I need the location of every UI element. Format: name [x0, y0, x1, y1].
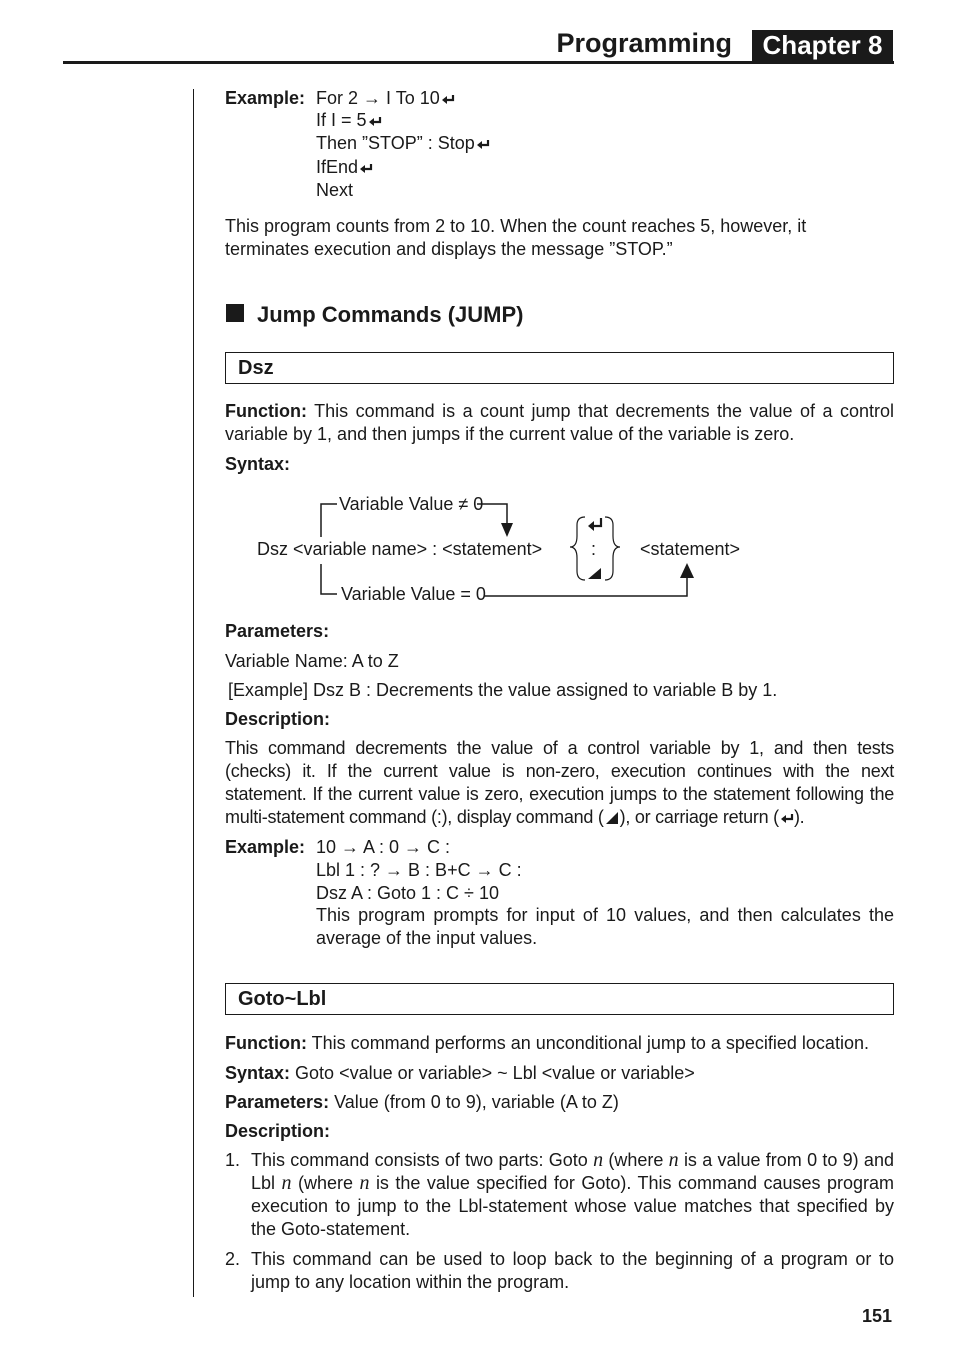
enter-icon: [360, 163, 373, 174]
example-label: Example:: [225, 88, 306, 108]
command-title-box: [225, 352, 894, 384]
command-title: Dsz: [238, 357, 274, 379]
function-paragraph: Function: This command is a count jump that decrements the value of a control variable by 1, and then jumps if the current value of the variable is zero.: [225, 401, 894, 444]
parameters-label: Parameters:: [225, 621, 330, 641]
enter-icon: [442, 94, 455, 105]
header-title: Programming: [556, 28, 732, 58]
section-heading: Jump Commands (JUMP): [257, 302, 524, 327]
page-number: 151: [861, 1306, 892, 1326]
diagram-label-top: Variable Value ≠ 0: [339, 494, 484, 514]
code-line: For 2 → I To 10: [316, 87, 455, 110]
command-title-box: [225, 983, 894, 1015]
parameter-example: [Example] Dsz B : Decrements the value assigned to variable B by 1.: [228, 680, 778, 700]
code-line: Dsz A : Goto 1 : C ÷ 10: [316, 883, 499, 903]
diagram-label-bottom: Variable Value = 0: [341, 584, 486, 604]
list-number: 2.: [225, 1249, 241, 1269]
list-item: This command consists of two parts: Goto n (where n is a value from 0 to 9) and Lbl n (where n is the value specified for Goto). This command causes program execution to jump to the Lbl-statement whose value matches that specified by the Goto-statement.: [251, 1149, 894, 1239]
diagram-statement: <statement>: [640, 539, 741, 559]
code-line: Lbl 1 : ? → B : B+C → C :: [316, 860, 522, 880]
code-line: Then ”STOP” : Stop: [316, 132, 490, 155]
chapter-badge: Chapter 8: [752, 30, 893, 64]
section-square-icon: [226, 304, 244, 322]
syntax-label: Syntax:: [225, 454, 291, 474]
enter-icon: [369, 116, 382, 127]
code-line: IfEnd: [316, 156, 373, 179]
code-line: 10 → A : 0 → C :: [316, 837, 451, 857]
enter-icon: [781, 813, 794, 824]
margin-rule: [193, 89, 194, 1297]
parameter-line: Variable Name: A to Z: [225, 651, 399, 671]
list-item: This command can be used to loop back to the beginning of a program or to jump to any location within the program.: [251, 1249, 894, 1292]
body-paragraph: This program counts from 2 to 10. When the count reaches 5, however, it terminates execution and displays the message ”STOP.”: [225, 216, 807, 259]
example-note: This program prompts for input of 10 values, and then calculates the average of the input values.: [316, 905, 894, 948]
code-line: If I = 5: [316, 109, 382, 132]
example-label: Example:: [225, 837, 306, 857]
diagram-main-syntax: Dsz <variable name> : <statement>: [257, 539, 543, 559]
code-line: Next: [316, 180, 354, 200]
syntax-line: Syntax: Goto <value or variable> ~ Lbl <value or variable>: [225, 1063, 695, 1083]
description-label: Description:: [225, 1121, 331, 1141]
command-title: Goto~Lbl: [238, 988, 327, 1010]
list-number: 1.: [225, 1150, 241, 1170]
display-command-icon: [606, 812, 618, 824]
function-paragraph: Function: This command performs an unconditional jump to a specified location.: [225, 1033, 869, 1053]
parameters-line: Parameters: Value (from 0 to 9), variable (A to Z): [225, 1092, 619, 1112]
header-rule: [63, 61, 894, 64]
description-label: Description:: [225, 709, 331, 729]
enter-icon: [477, 139, 490, 150]
diagram-colon: :: [591, 539, 597, 559]
description-paragraph: This command decrements the value of a control variable by 1, and then tests (checks) it. If the current value is non-zero, execution continues with the next statement. If the current value is zero, execution jumps to the statement following the multi-statement command (:), display command ( ), or carriage return ( ).: [225, 738, 894, 827]
